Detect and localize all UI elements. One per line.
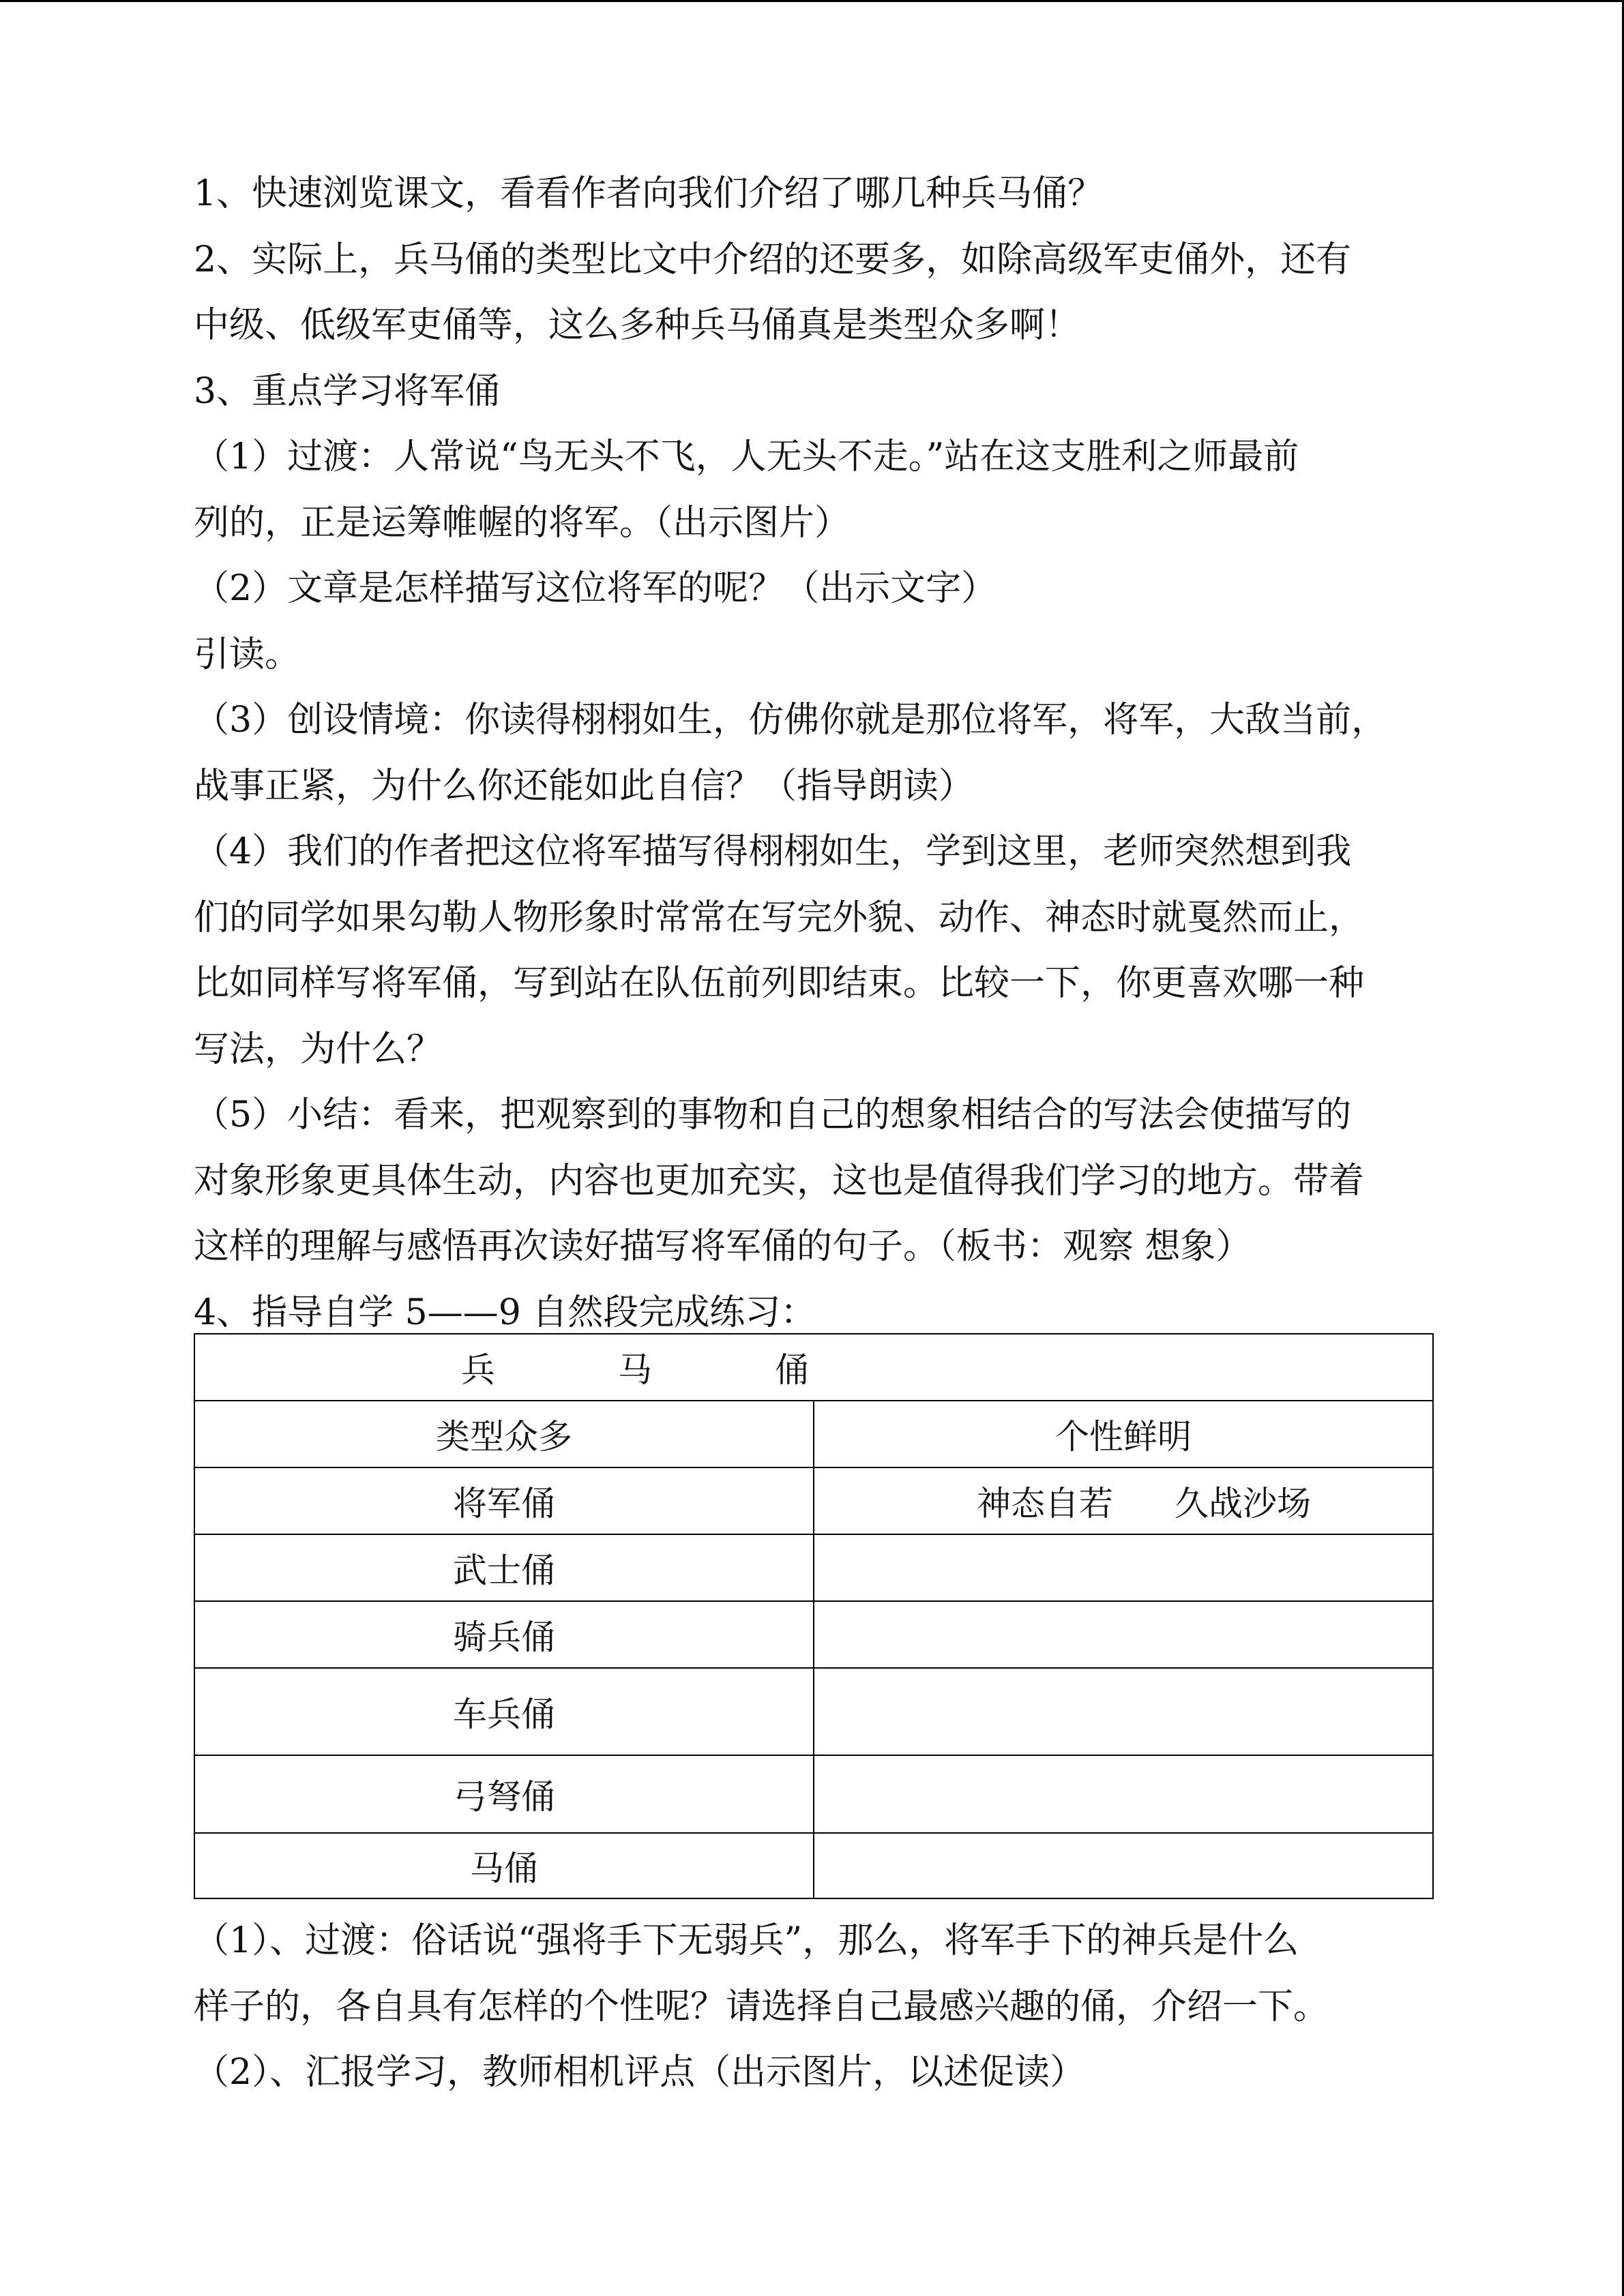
table-title-char: 马 <box>618 1350 652 1390</box>
trait-text: 久战沙场 <box>1175 1484 1311 1523</box>
table-row <box>194 1601 1433 1668</box>
text-line: 比如同样写将军俑，写到站在队伍前列即结束。比较一下，你更喜欢哪一种 <box>194 963 1365 1004</box>
table-row <box>194 1534 1433 1601</box>
text-line: 写法，为什么？ <box>194 1028 443 1070</box>
text-line: 这样的理解与感悟再次读好描写将军俑的句子。（板书：观察 想象） <box>194 1226 1252 1267</box>
table-title-char: 俑 <box>775 1350 809 1390</box>
table-row <box>194 1668 1433 1755</box>
lesson-body-bottom <box>194 1908 1462 2106</box>
trait-cell <box>814 1534 1433 1601</box>
table-header-row <box>194 1401 1433 1467</box>
trait-cell <box>814 1833 1433 1898</box>
table-row <box>194 1467 1433 1534</box>
type-cell: 将军俑 <box>194 1467 814 1534</box>
lesson-body-top <box>194 161 1462 1345</box>
trait-cell <box>814 1755 1433 1833</box>
trait-cell <box>814 1467 1433 1534</box>
table-title-char: 兵 <box>461 1350 495 1390</box>
type-cell: 武士俑 <box>194 1534 814 1601</box>
text-line: 2、实际上，兵马俑的类型比文中介绍的还要多，如除高级军吏俑外，还有 <box>194 239 1352 280</box>
text-line: 3、重点学习将军俑 <box>194 370 501 412</box>
text-line: 们的同学如果勾勒人物形象时常常在写完外貌、动作、神态时就戛然而止， <box>194 897 1365 938</box>
header-trait: 个性鲜明 <box>814 1401 1433 1467</box>
practice-table <box>194 1333 1434 1899</box>
text-line: 引读。 <box>194 633 301 675</box>
text-line: （2）文章是怎样描写这位将军的呢？（出示文字） <box>194 568 997 609</box>
text-line: 中级、低级军吏俑等，这么多种兵马俑真是类型众多啊！ <box>194 305 1081 346</box>
text-line: （5）小结：看来，把观察到的事物和自己的想象相结合的写法会使描写的 <box>194 1094 1352 1135</box>
text-line: （1）过渡：人常说“鸟无头不飞，人无头不走。”站在这支胜利之师最前 <box>194 436 1299 477</box>
text-line: 样子的，各自具有怎样的个性呢？请选择自己最感兴趣的俑，介绍一下。 <box>194 1986 1329 2027</box>
text-line: （1）、过渡：俗话说“强将手下无弱兵”，那么，将军手下的神兵是什么 <box>194 1920 1299 1961</box>
header-type: 类型众多 <box>194 1401 814 1467</box>
type-cell: 骑兵俑 <box>194 1601 814 1668</box>
table-row <box>194 1833 1433 1898</box>
trait-text: 神态自若 <box>977 1484 1113 1523</box>
text-line: 1、快速浏览课文，看看作者向我们介绍了哪几种兵马俑？ <box>194 173 1104 214</box>
table-row <box>194 1755 1433 1833</box>
text-line: （2）、汇报学习，教师相机评点（出示图片，以述促读） <box>194 2052 1086 2093</box>
text-line: 对象形象更具体生动，内容也更加充实，这也是值得我们学习的地方。带着 <box>194 1160 1365 1202</box>
type-cell: 车兵俑 <box>194 1668 814 1755</box>
table-title <box>194 1334 1433 1401</box>
type-cell: 马俑 <box>194 1833 814 1898</box>
trait-cell <box>814 1668 1433 1755</box>
text-line: 列的，正是运筹帷幄的将军。（出示图片） <box>194 502 851 543</box>
table-title-row <box>194 1334 1433 1401</box>
text-line: （4）我们的作者把这位将军描写得栩栩如生，学到这里，老师突然想到我 <box>194 831 1352 872</box>
type-cell: 弓弩俑 <box>194 1755 814 1833</box>
text-line: （3）创设情境：你读得栩栩如生，仿佛你就是那位将军，将军，大敌当前， <box>194 700 1387 741</box>
trait-cell <box>814 1601 1433 1668</box>
text-line: 4、指导自学 5——9 自然段完成练习： <box>194 1292 816 1333</box>
text-line: 战事正紧，为什么你还能如此自信？（指导朗读） <box>194 765 975 807</box>
